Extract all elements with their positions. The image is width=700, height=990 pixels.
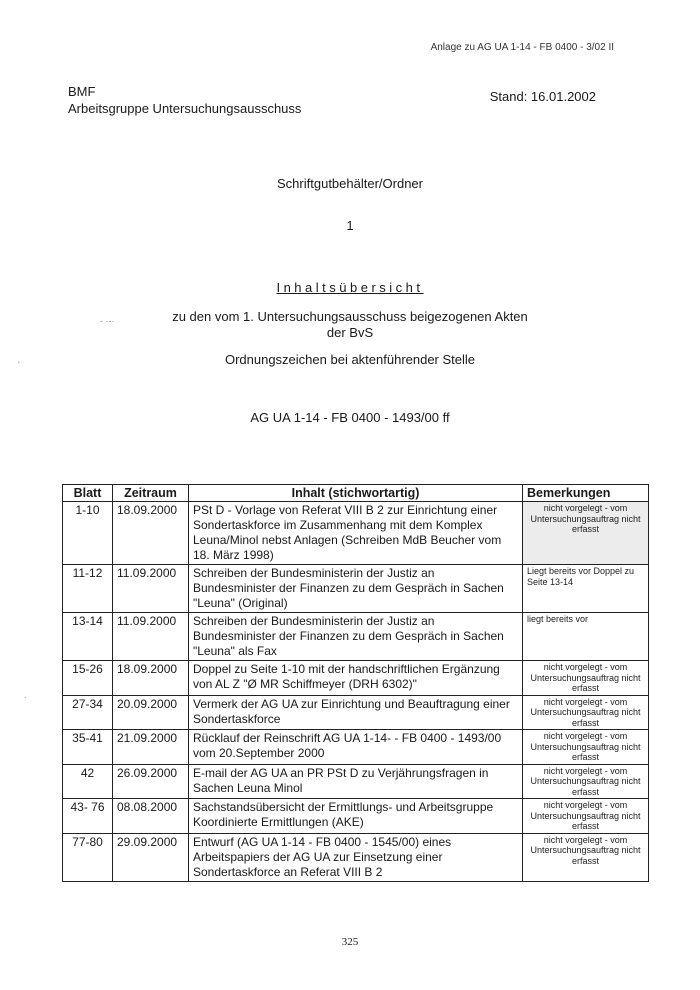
scan-speck: .	[24, 690, 27, 700]
cell-blatt: 35-41	[63, 730, 113, 765]
annex-reference: Anlage zu AG UA 1-14 - FB 0400 - 3/02 II	[430, 42, 614, 53]
table-row	[63, 799, 649, 834]
table-row	[63, 613, 649, 661]
subtitle-line-2: der BvS	[326, 325, 374, 340]
cell-inhalt: PSt D - Vorlage von Referat VIII B 2 zur Einrichtung einer Sondertaskforce im Zusammenhang mit dem Komplex Leuna/Minol nebst Anlagen (Schreiben MdB Beucher vom 18. März 1998)	[189, 502, 523, 565]
table-row	[63, 661, 649, 696]
order-label: Ordnungszeichen bei aktenführender Stelle	[224, 352, 476, 367]
table-row	[63, 565, 649, 613]
page-number: 325	[341, 936, 359, 948]
table-row	[63, 730, 649, 765]
cell-blatt: 42	[63, 764, 113, 799]
table-row	[63, 764, 649, 799]
container-number: 1	[346, 218, 354, 233]
container-label: Schriftgutbehälter/Ordner	[277, 176, 423, 191]
cell-blatt: 77-80	[63, 833, 113, 881]
scan-speck: - ·-·	[100, 316, 115, 326]
cell-bemerkungen: nicht vorgelegt - vom Untersuchungsauftrag nicht erfasst	[523, 730, 649, 765]
cell-bemerkungen: nicht vorgelegt - vom Untersuchungsauftrag nicht erfasst	[523, 502, 649, 565]
organization-block	[68, 83, 301, 117]
file-reference: AG UA 1-14 - FB 0400 - 1493/00 ff	[250, 410, 450, 425]
cell-inhalt: Sachstandsübersicht der Ermittlungs- und Arbeitsgruppe Koordinierte Ermittlungen (AKE)	[189, 799, 523, 834]
cell-blatt: 13-14	[63, 613, 113, 661]
cell-zeitraum: 29.09.2000	[113, 833, 189, 881]
cell-blatt: 11-12	[63, 565, 113, 613]
cell-blatt: 27-34	[63, 695, 113, 730]
cell-blatt: 15-26	[63, 661, 113, 696]
cell-bemerkungen: Liegt bereits vor Doppel zu Seite 13-14	[523, 565, 649, 613]
contents-table	[62, 484, 649, 882]
cell-zeitraum: 18.09.2000	[113, 502, 189, 565]
column-header-blatt: Blatt	[63, 485, 113, 502]
column-header-inhalt: Inhalt (stichwortartig)	[189, 485, 523, 502]
table-header-row	[63, 485, 649, 502]
cell-inhalt: E-mail der AG UA an PR PSt D zu Verjährungsfragen in Sachen Leuna Minol	[189, 764, 523, 799]
cell-zeitraum: 26.09.2000	[113, 764, 189, 799]
cell-zeitraum: 08.08.2000	[113, 799, 189, 834]
cell-bemerkungen: liegt bereits vor	[523, 613, 649, 661]
scan-speck: '	[18, 360, 20, 370]
subtitle-line-1: zu den vom 1. Untersuchungsausschuss beigezogenen Akten	[172, 309, 528, 324]
cell-inhalt: Rücklauf der Reinschrift AG UA 1-14- - FB 0400 - 1493/00 vom 20.September 2000	[189, 730, 523, 765]
cell-inhalt: Schreiben der Bundesministerin der Justiz an Bundesminister der Finanzen zu dem Gespräch in Sachen "Leuna" als Fax	[189, 613, 523, 661]
cell-bemerkungen: nicht vorgelegt - vom Untersuchungsauftrag nicht erfasst	[523, 661, 649, 696]
table-row	[63, 833, 649, 881]
cell-bemerkungen: nicht vorgelegt - vom Untersuchungsauftrag nicht erfasst	[523, 695, 649, 730]
cell-blatt: 1-10	[63, 502, 113, 565]
cell-inhalt: Vermerk der AG UA zur Einrichtung und Beauftragung einer Sondertaskforce	[189, 695, 523, 730]
cell-bemerkungen: nicht vorgelegt - vom Untersuchungsauftrag nicht erfasst	[523, 764, 649, 799]
cell-zeitraum: 21.09.2000	[113, 730, 189, 765]
table-row	[63, 695, 649, 730]
page-title: Inhaltsübersicht	[276, 280, 424, 295]
cell-inhalt: Doppel zu Seite 1-10 mit der handschriftlichen Ergänzung von AL Z "Ø MR Schiffmeyer (DRH 6302)"	[189, 661, 523, 696]
cell-bemerkungen: nicht vorgelegt - vom Untersuchungsauftrag nicht erfasst	[523, 799, 649, 834]
cell-zeitraum: 11.09.2000	[113, 613, 189, 661]
cell-inhalt: Schreiben der Bundesministerin der Justiz an Bundesminister der Finanzen zu dem Gespräch in Sachen "Leuna" (Original)	[189, 565, 523, 613]
table-row	[63, 502, 649, 565]
cell-zeitraum: 18.09.2000	[113, 661, 189, 696]
cell-inhalt: Entwurf (AG UA 1-14 - FB 0400 - 1545/00) eines Arbeitspapiers der AG UA zur Einsetzung einer Sondertaskforce an Referat VIII B 2	[189, 833, 523, 881]
cell-zeitraum: 20.09.2000	[113, 695, 189, 730]
column-header-zeitraum: Zeitraum	[113, 485, 189, 502]
column-header-bemerkungen: Bemerkungen	[523, 485, 649, 502]
org-name: BMF	[68, 84, 96, 99]
cell-zeitraum: 11.09.2000	[113, 565, 189, 613]
org-unit: Arbeitsgruppe Untersuchungsausschuss	[68, 101, 302, 116]
cell-blatt: 43- 76	[63, 799, 113, 834]
cell-bemerkungen: nicht vorgelegt - vom Untersuchungsauftrag nicht erfasst	[523, 833, 649, 881]
status-date: Stand: 16.01.2002	[489, 89, 596, 104]
